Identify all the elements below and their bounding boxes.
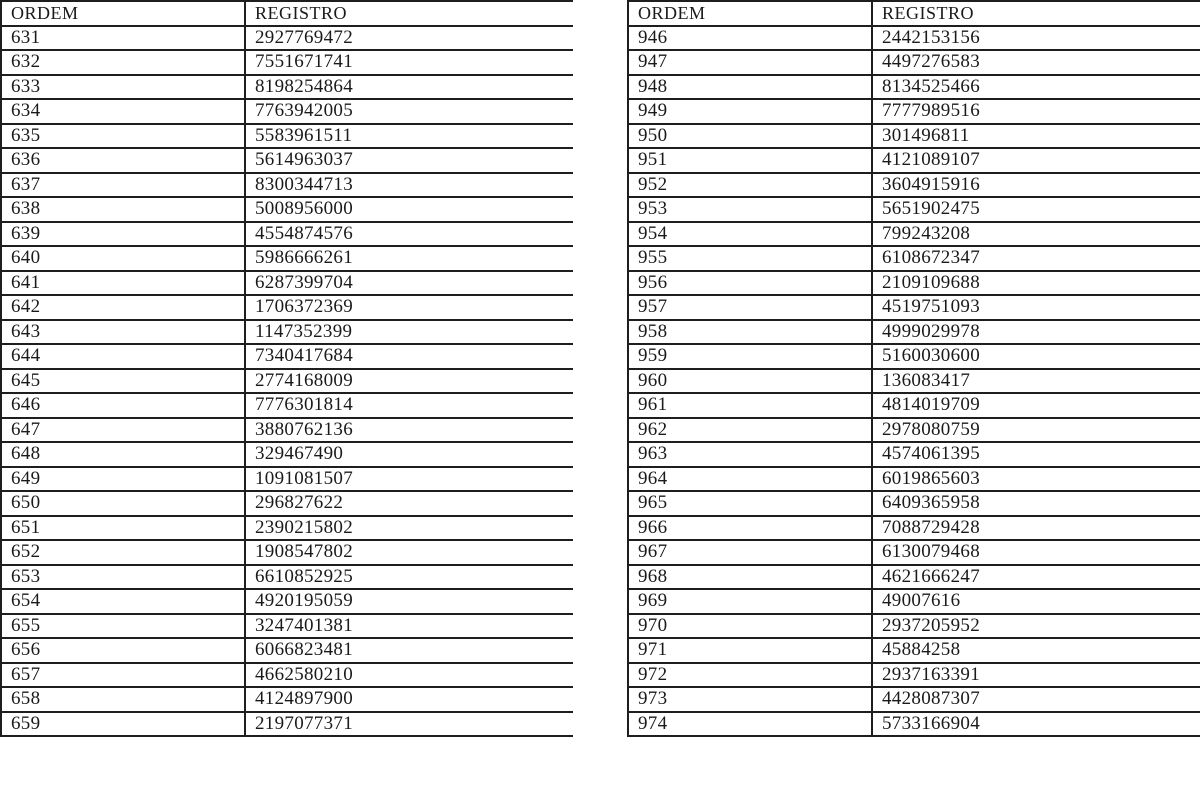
registro-cell: 7777989516 [872,99,1200,124]
ordem-cell: 649 [1,467,245,492]
table-row [628,99,1200,124]
table-row [1,712,574,737]
table-row [1,467,574,492]
registro-cell: 799243208 [872,222,1200,247]
ordem-cell: 964 [628,467,872,492]
ordem-cell: 960 [628,369,872,394]
registro-cell: 1091081507 [245,467,574,492]
table-row [1,222,574,247]
table-row [1,271,574,296]
table-row [628,491,1200,516]
registro-cell: 4621666247 [872,565,1200,590]
ordem-cell: 653 [1,565,245,590]
ordem-cell: 638 [1,197,245,222]
ordem-cell: 966 [628,516,872,541]
ordem-cell: 965 [628,491,872,516]
registry-table-right [627,0,1200,737]
ordem-cell: 968 [628,565,872,590]
table-body [628,26,1200,737]
table-row [628,418,1200,443]
table-row [1,75,574,100]
ordem-cell: 957 [628,295,872,320]
ordem-cell: 969 [628,589,872,614]
registro-cell: 7551671741 [245,50,574,75]
table-row [628,344,1200,369]
registro-cell: 1908547802 [245,540,574,565]
ordem-cell: 963 [628,442,872,467]
table-row [628,516,1200,541]
table-row [628,295,1200,320]
table-row [628,467,1200,492]
registro-cell: 2927769472 [245,26,574,51]
table-row [1,442,574,467]
registro-cell: 2937163391 [872,663,1200,688]
table-row [1,589,574,614]
column-gap [573,0,627,800]
table-row [628,320,1200,345]
ordem-cell: 635 [1,124,245,149]
registro-cell: 5733166904 [872,712,1200,737]
table-row [628,148,1200,173]
table-row [1,418,574,443]
ordem-cell: 642 [1,295,245,320]
ordem-cell: 659 [1,712,245,737]
table-row [1,99,574,124]
registro-cell: 5008956000 [245,197,574,222]
ordem-cell: 643 [1,320,245,345]
registro-cell: 2442153156 [872,26,1200,51]
ordem-cell: 974 [628,712,872,737]
registro-cell: 329467490 [245,442,574,467]
registro-cell: 45884258 [872,638,1200,663]
table-row [1,246,574,271]
ordem-cell: 652 [1,540,245,565]
registro-cell: 4662580210 [245,663,574,688]
registro-cell: 4554874576 [245,222,574,247]
table-header-row [1,1,574,26]
registro-cell: 2197077371 [245,712,574,737]
column-header-ordem: ORDEM [628,1,872,26]
ordem-cell: 644 [1,344,245,369]
registro-cell: 6610852925 [245,565,574,590]
registro-cell: 4920195059 [245,589,574,614]
table-row [628,442,1200,467]
table-row [628,589,1200,614]
table-row [628,712,1200,737]
registro-cell: 8134525466 [872,75,1200,100]
table-row [1,173,574,198]
table-header-row [628,1,1200,26]
ordem-cell: 956 [628,271,872,296]
registro-cell: 5651902475 [872,197,1200,222]
registro-cell: 7776301814 [245,393,574,418]
registro-cell: 49007616 [872,589,1200,614]
registro-cell: 2937205952 [872,614,1200,639]
registro-cell: 296827622 [245,491,574,516]
table-row [1,148,574,173]
table-row [1,491,574,516]
registro-cell: 4121089107 [872,148,1200,173]
table-row [628,246,1200,271]
ordem-cell: 959 [628,344,872,369]
registro-cell: 5614963037 [245,148,574,173]
registro-cell: 1147352399 [245,320,574,345]
ordem-cell: 633 [1,75,245,100]
table-row [628,173,1200,198]
column-header-registro: REGISTRO [872,1,1200,26]
registro-cell: 136083417 [872,369,1200,394]
registro-cell: 4519751093 [872,295,1200,320]
registro-cell: 5583961511 [245,124,574,149]
registro-cell: 2390215802 [245,516,574,541]
table-row [628,614,1200,639]
ordem-cell: 631 [1,26,245,51]
ordem-cell: 949 [628,99,872,124]
ordem-cell: 637 [1,173,245,198]
registro-cell: 8300344713 [245,173,574,198]
table-row [1,50,574,75]
ordem-cell: 958 [628,320,872,345]
table-row [628,271,1200,296]
registro-cell: 301496811 [872,124,1200,149]
ordem-cell: 651 [1,516,245,541]
table-row [628,393,1200,418]
registro-cell: 6130079468 [872,540,1200,565]
ordem-cell: 647 [1,418,245,443]
ordem-cell: 632 [1,50,245,75]
table-row [1,197,574,222]
ordem-cell: 967 [628,540,872,565]
table-row [1,638,574,663]
registro-cell: 2109109688 [872,271,1200,296]
registro-cell: 7340417684 [245,344,574,369]
registro-cell: 4814019709 [872,393,1200,418]
column-header-ordem: ORDEM [1,1,245,26]
table-row [628,540,1200,565]
table-row [1,540,574,565]
ordem-cell: 655 [1,614,245,639]
ordem-cell: 645 [1,369,245,394]
table-row [628,197,1200,222]
table-row [1,26,574,51]
ordem-cell: 955 [628,246,872,271]
registro-cell: 6019865603 [872,467,1200,492]
registro-cell: 2978080759 [872,418,1200,443]
ordem-cell: 961 [628,393,872,418]
ordem-cell: 634 [1,99,245,124]
ordem-cell: 970 [628,614,872,639]
ordem-cell: 948 [628,75,872,100]
ordem-cell: 947 [628,50,872,75]
ordem-cell: 658 [1,687,245,712]
registro-cell: 7763942005 [245,99,574,124]
table-row [1,516,574,541]
registro-cell: 5160030600 [872,344,1200,369]
table-row [1,369,574,394]
ordem-cell: 973 [628,687,872,712]
registro-cell: 2774168009 [245,369,574,394]
ordem-cell: 654 [1,589,245,614]
registro-cell: 3247401381 [245,614,574,639]
registro-cell: 5986666261 [245,246,574,271]
table-row [1,687,574,712]
ordem-cell: 972 [628,663,872,688]
table-row [1,614,574,639]
ordem-cell: 646 [1,393,245,418]
table-row [628,565,1200,590]
table-row [1,393,574,418]
table-row [628,50,1200,75]
registro-cell: 6066823481 [245,638,574,663]
registro-cell: 1706372369 [245,295,574,320]
ordem-cell: 641 [1,271,245,296]
table-row [1,320,574,345]
ordem-cell: 951 [628,148,872,173]
registro-cell: 7088729428 [872,516,1200,541]
table-row [628,663,1200,688]
table-row [628,638,1200,663]
ordem-cell: 962 [628,418,872,443]
ordem-cell: 950 [628,124,872,149]
registro-cell: 4574061395 [872,442,1200,467]
table-row [628,26,1200,51]
registro-cell: 3880762136 [245,418,574,443]
table-row [628,222,1200,247]
table-row [628,369,1200,394]
ordem-cell: 971 [628,638,872,663]
registro-cell: 6108672347 [872,246,1200,271]
table-row [1,663,574,688]
registro-cell: 8198254864 [245,75,574,100]
registro-cell: 4428087307 [872,687,1200,712]
ordem-cell: 639 [1,222,245,247]
column-header-registro: REGISTRO [245,1,574,26]
ordem-cell: 953 [628,197,872,222]
table-body [1,26,574,737]
table-row [1,295,574,320]
ordem-cell: 650 [1,491,245,516]
registry-table-left [0,0,575,737]
ordem-cell: 954 [628,222,872,247]
ordem-cell: 640 [1,246,245,271]
registro-cell: 4497276583 [872,50,1200,75]
ordem-cell: 656 [1,638,245,663]
table-row [1,344,574,369]
registro-cell: 6287399704 [245,271,574,296]
table-row [628,75,1200,100]
registro-cell: 6409365958 [872,491,1200,516]
ordem-cell: 657 [1,663,245,688]
ordem-cell: 946 [628,26,872,51]
registro-cell: 4999029978 [872,320,1200,345]
ordem-cell: 952 [628,173,872,198]
ordem-cell: 648 [1,442,245,467]
ordem-cell: 636 [1,148,245,173]
registro-cell: 4124897900 [245,687,574,712]
table-row [628,687,1200,712]
table-row [628,124,1200,149]
table-row [1,124,574,149]
registro-cell: 3604915916 [872,173,1200,198]
table-row [1,565,574,590]
